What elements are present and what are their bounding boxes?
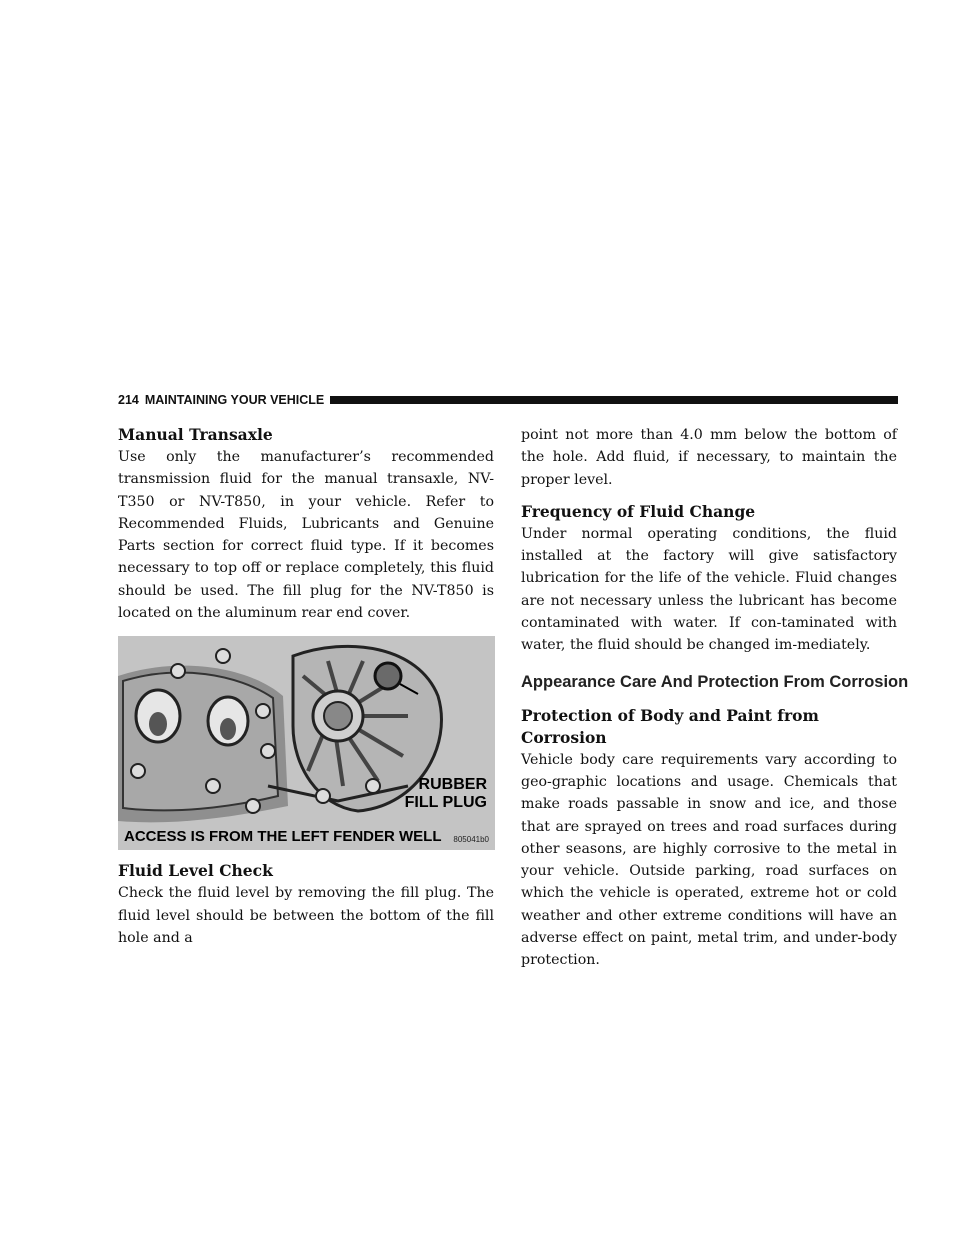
manual-transaxle-heading: Manual Transaxle [118,425,273,444]
running-section-title: MAINTAINING YOUR VEHICLE [144,393,325,407]
figure-caption: ACCESS IS FROM THE LEFT FENDER WELL [124,828,442,846]
rubber-fill-plug-callout: RUBBER FILL PLUG [404,776,487,812]
manual-transaxle-text: Use only the manufacturer’s recommended transmission fluid for the manual transaxle, NV-T350 or NV-T850, in your vehicle. Refer to Recommended Fluids, Lubricants and Genuine Parts section for correct fluid type. If it becomes necessary to top off or replace completely, this fluid should be used. The fill plug for the NV-T850 is located on the aluminum rear end cover. [118,449,494,622]
fluid-level-continuation: point not more than 4.0 mm below the bottom of the hole. Add fluid, if necessary, to maintain the proper level. [521,427,897,488]
figure-id: 805041b0 [453,835,489,845]
protection-heading: Protection of Body and Paint from Corrosion [521,705,819,747]
frequency-text: Under normal operating conditions, the fluid installed at the factory will give satisfactory lubrication for the life of the vehicle. Fluid changes are not necessary unless the lubricant has become contaminated with water. If con-taminated with water, the fluid should be changed im-mediately. [521,525,897,654]
appearance-section-title: Appearance Care And Protection From Corrosion [521,672,909,691]
protection-text: Vehicle body care requirements vary according to geo-graphic locations and usage. Chemicals that make roads passable in snow and ice, and those that are sprayed on trees and road surfaces during other seasons, are highly corrosive to the metal in your vehicle. Outside parking, road surfaces on which the vehicle is operated, extreme hot or cold weather and other extreme conditions will have an adverse effect on paint, metal trim, and under-body protection. [521,751,897,969]
fluid-level-check-text: Check the fluid level by removing the fill plug. The fluid level should be between the bottom of the fill hole and a [118,885,494,946]
header-rule [330,396,898,404]
page-number: 214 [118,393,139,407]
transaxle-illustration [118,636,495,850]
page-header [118,390,898,410]
fluid-level-check-heading: Fluid Level Check [118,861,273,881]
right-column [521,424,909,972]
left-column [118,424,494,949]
frequency-heading: Frequency of Fluid Change [521,501,756,521]
transaxle-figure [118,636,495,850]
